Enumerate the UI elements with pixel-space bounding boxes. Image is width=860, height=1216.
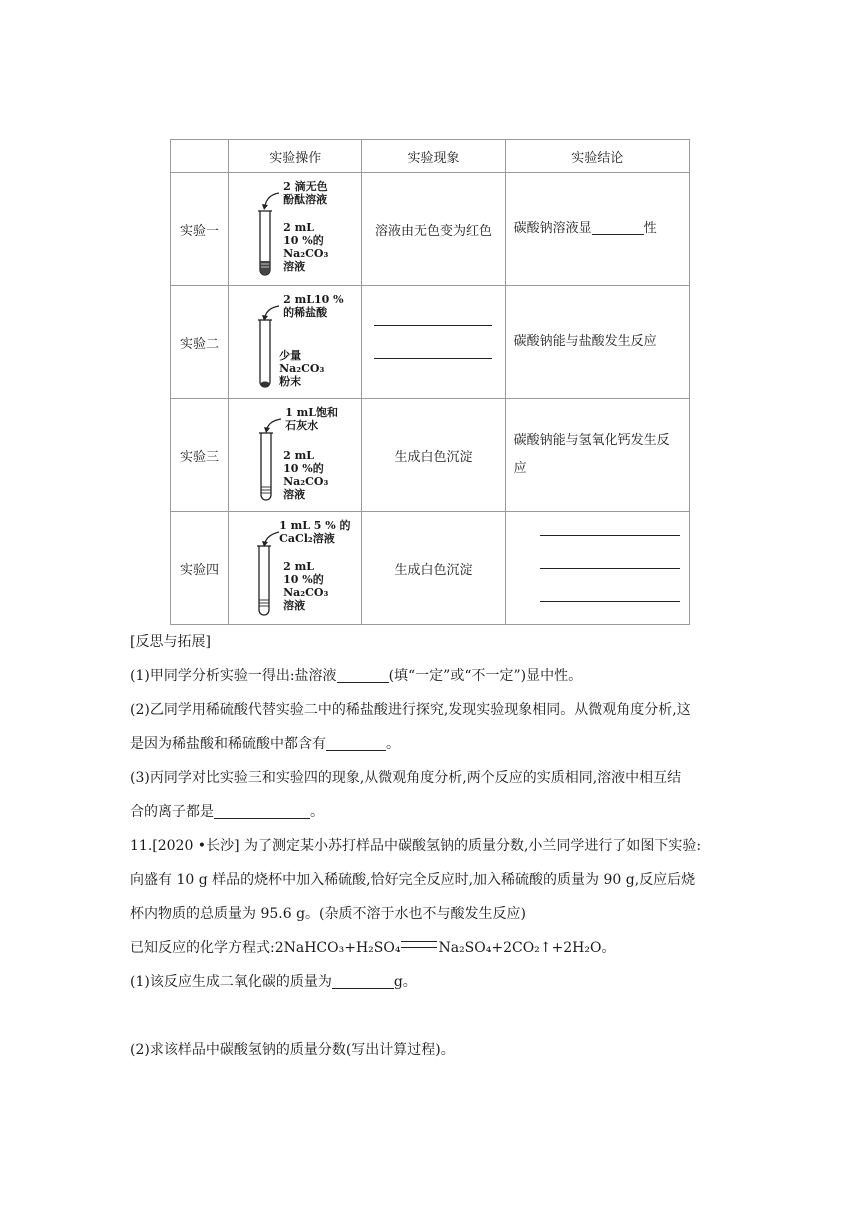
problem-11-question-2: (2)求该样品中碳酸氢钠的质量分数(写出计算过程)。 (130, 1042, 455, 1058)
phenomenon-cell: 生成白色沉淀 (362, 512, 505, 625)
tube-side-label: Na₂CO₃ (279, 362, 325, 375)
answer-blank[interactable] (540, 601, 680, 602)
row-name: 实验一 (171, 173, 229, 286)
tube-top-label: 酚酞溶液 (283, 193, 328, 206)
tube-side-label: 溶液 (283, 260, 306, 273)
problem-11-line2: 向盛有 10 g 样品的烧杯中加入稀硫酸,恰好完全反应时,加入稀硫酸的质量为 90 g,反应后烧 (130, 872, 696, 888)
operation-cell (229, 399, 362, 512)
table-header-row (171, 140, 690, 173)
table-row (171, 173, 690, 286)
answer-blank[interactable] (326, 750, 386, 751)
tube-side-label: Na₂CO₃ (283, 247, 329, 260)
header-conclusion: 实验结论 (505, 140, 689, 173)
question-text: 是因为稀盐酸和稀硫酸中都含有 (130, 736, 326, 752)
conclusion-text: 应 (513, 461, 527, 476)
operation-cell (229, 286, 362, 399)
phenomenon-cell (362, 286, 505, 399)
test-tube-illustration (229, 286, 362, 398)
tube-side-label: 2 mL (283, 449, 314, 462)
reflection-question-3-line1: (3)丙同学对比实验三和实验四的现象,从微观角度分析,两个反应的实质相同,溶液中相互结 (130, 770, 682, 786)
answer-blank[interactable] (592, 234, 644, 235)
conclusion-text: 碳酸钠能与氢氧化钙发生反 (513, 433, 670, 448)
test-tube-illustration (229, 173, 362, 285)
tube-side-label: 2 mL (283, 221, 314, 234)
header-phenomenon: 实验现象 (362, 140, 505, 173)
tube-side-label: 粉末 (279, 375, 302, 388)
tube-side-label: Na₂CO₃ (283, 475, 329, 488)
conclusion-text: 碳酸钠溶液显 (513, 221, 592, 236)
row-name: 实验三 (171, 399, 229, 512)
double-line-sign (401, 941, 437, 948)
conclusion-cell (505, 512, 689, 625)
question-text: (1)甲同学分析实验一得出:盐溶液 (130, 668, 337, 684)
conclusion-cell (505, 173, 689, 286)
row-name: 实验四 (171, 512, 229, 625)
header-operation: 实验操作 (229, 140, 362, 173)
operation-cell (229, 173, 362, 286)
reflection-question-3-line2 (130, 802, 324, 822)
tube-top-label: CaCl₂溶液 (279, 532, 335, 545)
tube-side-label: 溶液 (283, 599, 306, 612)
table-row (171, 399, 690, 512)
reflection-heading: [反思与拓展] (130, 634, 211, 650)
question-text: (1)该反应生成二氧化碳的质量为 (130, 974, 332, 990)
header-empty (171, 140, 229, 173)
tube-top-label: 的稀盐酸 (283, 306, 328, 319)
tube-side-label: 10 %的 (283, 573, 324, 586)
tube-side-label: 少量 (279, 349, 302, 362)
question-text: (填“一定”或“不一定”)显中性。 (388, 668, 583, 684)
phenomenon-cell: 生成白色沉淀 (362, 399, 505, 512)
answer-blank[interactable] (337, 682, 389, 683)
question-text: 。 (386, 736, 400, 752)
tube-side-label: 2 mL (283, 560, 314, 573)
tube-top-label: 1 mL 5 % 的 (279, 519, 351, 532)
tube-side-label: 10 %的 (283, 462, 324, 475)
experiment-table (170, 139, 690, 625)
test-tube-illustration (229, 399, 362, 511)
tube-side-label: 10 %的 (283, 234, 324, 247)
equation-text: Na₂SO₄+2CO₂↑+2H₂O。 (438, 940, 616, 956)
conclusion-text: 性 (643, 221, 657, 236)
answer-blank[interactable] (332, 988, 394, 989)
table-row (171, 286, 690, 399)
phenomenon-cell: 溶液由无色变为红色 (362, 173, 505, 286)
answer-blank[interactable] (540, 568, 680, 569)
table-row (171, 512, 690, 625)
conclusion-cell: 碳酸钠能与盐酸发生反应 (505, 286, 689, 399)
tube-top-label: 2 mL10 % (283, 293, 344, 306)
tube-top-label: 石灰水 (285, 419, 319, 432)
problem-11-question-1 (130, 972, 417, 992)
row-name: 实验二 (171, 286, 229, 399)
equation-text: 已知反应的化学方程式:2NaHCO₃+H₂SO₄ (130, 940, 401, 956)
conclusion-cell (505, 399, 689, 512)
test-tube-illustration (229, 512, 362, 624)
answer-blank[interactable] (374, 358, 492, 359)
question-text: 合的离子都是 (130, 804, 214, 820)
tube-side-label: Na₂CO₃ (283, 586, 329, 599)
tube-top-label: 1 mL饱和 (285, 406, 338, 419)
problem-11-line1: 11.[2020 •长沙] 为了测定某小苏打样品中碳酸氢钠的质量分数,小兰同学进行了如图下实验: (130, 838, 702, 854)
question-text: g。 (393, 974, 417, 990)
problem-11-line3: 杯内物质的总质量为 95.6 g。(杂质不溶于水也不与酸发生反应) (130, 906, 526, 922)
answer-blank[interactable] (374, 325, 492, 326)
reflection-question-1 (130, 666, 582, 686)
answer-blank[interactable] (214, 818, 310, 819)
reflection-question-2-line2 (130, 734, 400, 754)
question-text: 。 (310, 804, 324, 820)
operation-cell (229, 512, 362, 625)
tube-side-label: 溶液 (283, 488, 306, 501)
answer-blank[interactable] (540, 535, 680, 536)
chemical-equation (130, 938, 615, 958)
tube-top-label: 2 滴无色 (283, 180, 328, 193)
reflection-question-2-line1: (2)乙同学用稀硫酸代替实验二中的稀盐酸进行探究,发现实验现象相同。从微观角度分析,这 (130, 702, 691, 718)
